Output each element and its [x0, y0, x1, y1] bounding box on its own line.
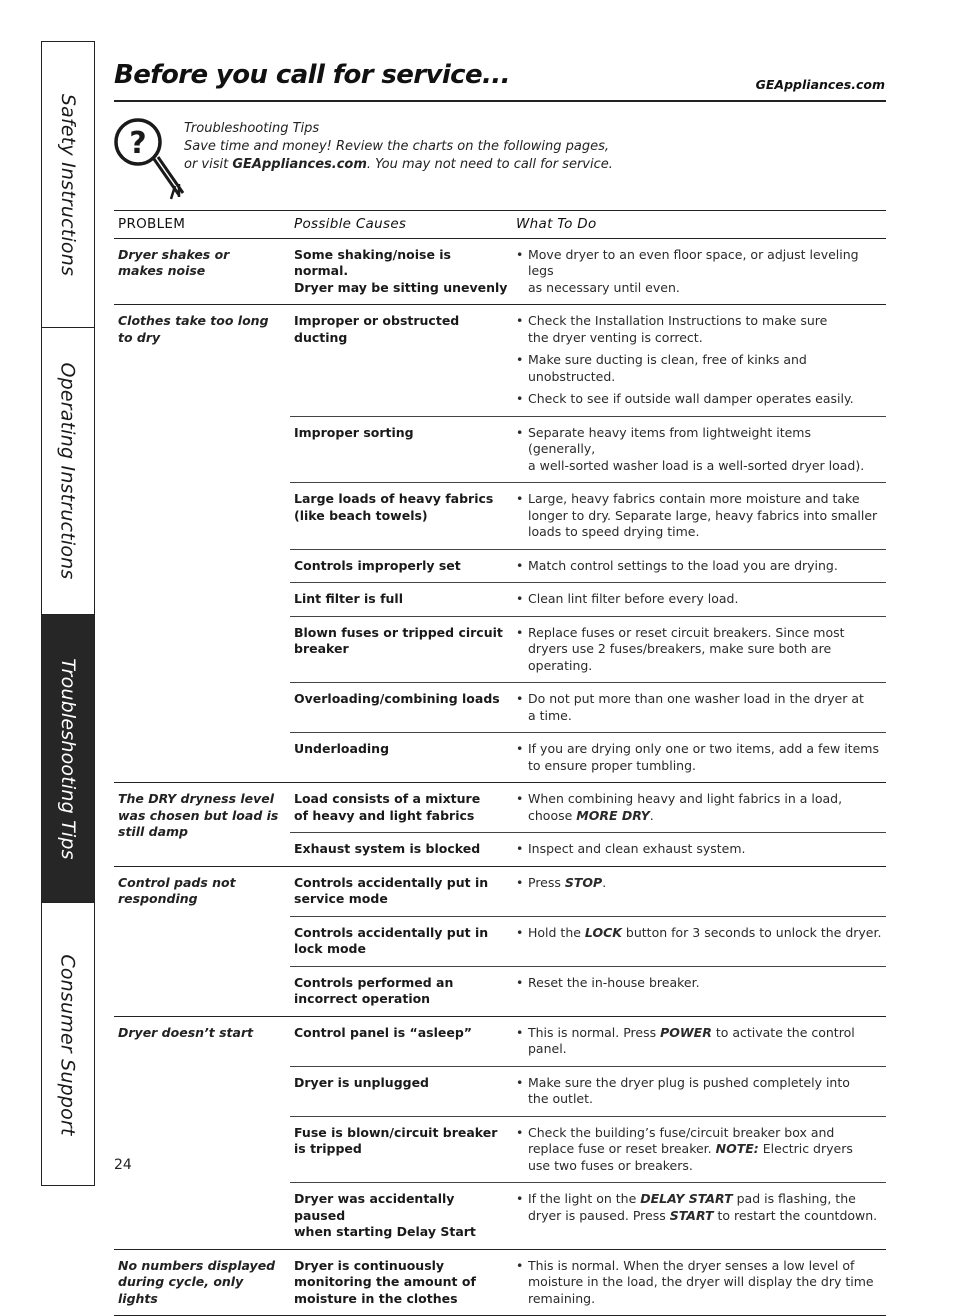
- bullet-icon: •: [516, 691, 524, 706]
- side-tab-consumer-support[interactable]: [42, 902, 94, 1187]
- todo-text: Make sure the dryer plug is pushed completely into the outlet.: [528, 1074, 850, 1106]
- side-tab-label: Consumer Support: [57, 954, 80, 1136]
- todo-cell: [512, 916, 886, 966]
- todo-bullet: [516, 691, 882, 724]
- side-tab-label: Operating Instructions: [57, 362, 79, 580]
- todo-bullet: [516, 591, 882, 608]
- header-divider: [114, 100, 886, 102]
- side-tab-label: Safety Instructions: [57, 93, 79, 276]
- cause-text: Overloading/combining loads: [294, 691, 500, 706]
- bullet-icon: •: [516, 1257, 524, 1273]
- site-link-inline[interactable]: GEAppliances.com: [232, 157, 367, 172]
- cause-text: Dryer was accidentally paused: [294, 1191, 455, 1223]
- todo-text: When combining heavy and light fabrics in a load, choose MORE DRY.: [528, 791, 843, 823]
- todo-bullet: [516, 313, 882, 346]
- cause-cell: [290, 866, 512, 916]
- cause-text: Improper sorting: [294, 424, 414, 440]
- todo-cell: [512, 583, 886, 617]
- todo-text: Check to see if outside wall damper operates easily.: [528, 391, 854, 406]
- cause-text: Dryer is continuously: [294, 1257, 445, 1273]
- problem-text: Dryer doesn’t start: [118, 1024, 254, 1040]
- todo-cell: [512, 549, 886, 583]
- cause-text: (like beach towels): [294, 507, 428, 523]
- todo-bullet: [516, 391, 882, 408]
- todo-cell: [512, 1183, 886, 1250]
- bullet-icon: •: [516, 424, 524, 440]
- cause-text: incorrect operation: [294, 991, 431, 1006]
- todo-cell: [512, 683, 886, 733]
- todo-bullet: [516, 491, 882, 541]
- cause-cell: [290, 616, 512, 683]
- todo-text: Large, heavy fabrics contain more moisture and take longer to dry. Separate large, heavy fabrics into smaller loads to speed drying time.: [528, 491, 878, 539]
- troubleshooting-table: [114, 210, 886, 1316]
- cause-cell: [290, 238, 512, 305]
- todo-cell: [512, 305, 886, 417]
- problem-cell: [114, 1016, 290, 1249]
- cause-text: Some shaking/noise is normal.: [294, 246, 451, 278]
- todo-cell: [512, 866, 886, 916]
- table-row: [114, 866, 886, 916]
- todo-cell: [512, 1066, 886, 1116]
- table-row: [114, 783, 886, 833]
- cause-cell: [290, 916, 512, 966]
- bullet-icon: •: [516, 791, 524, 806]
- cause-text: moisture in the clothes: [294, 1290, 458, 1306]
- todo-bullet: [516, 1125, 882, 1175]
- todo-cell: [512, 783, 886, 833]
- cause-text: Load consists of a mixture: [294, 791, 481, 806]
- bullet-icon: •: [516, 352, 524, 367]
- cause-text: lock mode: [294, 941, 366, 956]
- cause-text: Underloading: [294, 741, 390, 756]
- bullet-icon: •: [516, 1124, 524, 1140]
- todo-cell: [512, 833, 886, 867]
- todo-text: Check the Installation Instructions to make sure the dryer venting is correct.: [528, 313, 828, 345]
- todo-text: If you are drying only one or two items, add a few items to ensure proper tumbling.: [528, 741, 879, 773]
- cause-text: of heavy and light fabrics: [294, 807, 475, 823]
- todo-text: This is normal. When the dryer senses a low level of moisture in the load, the dryer will display the dry time remaining.: [528, 1257, 874, 1306]
- intro-line: Save time and money! Review the charts on the following pages,: [184, 139, 610, 154]
- todo-text: Hold the LOCK button for 3 seconds to unlock the dryer.: [528, 924, 882, 940]
- todo-bullet: [516, 1258, 882, 1308]
- cause-cell: [290, 966, 512, 1016]
- intro-text: [184, 120, 784, 174]
- cause-text: Control panel is “asleep”: [294, 1024, 472, 1040]
- cause-text: Large loads of heavy fabrics: [294, 491, 494, 506]
- cause-cell: [290, 305, 512, 417]
- side-tab-troubleshooting-tips[interactable]: [42, 614, 94, 902]
- todo-bullet: [516, 247, 882, 297]
- bullet-icon: •: [516, 624, 524, 640]
- cause-text: Controls improperly set: [294, 557, 461, 573]
- svg-text:?: ?: [129, 126, 147, 161]
- cause-text: Controls accidentally put in: [294, 924, 489, 940]
- cause-cell: [290, 549, 512, 583]
- cause-cell: [290, 416, 512, 483]
- todo-cell: [512, 616, 886, 683]
- cause-text: when starting Delay Start: [294, 1224, 476, 1239]
- bullet-icon: •: [516, 313, 524, 328]
- bullet-icon: •: [516, 391, 524, 406]
- cause-text: Improper or obstructed ducting: [294, 313, 460, 345]
- todo-bullet: [516, 925, 882, 942]
- cause-cell: [290, 833, 512, 867]
- cause-text: Exhaust system is blocked: [294, 841, 481, 856]
- todo-bullet: [516, 1025, 882, 1058]
- todo-text: Reset the in-house breaker.: [528, 974, 700, 990]
- cause-text: Dryer may be sitting unevenly: [294, 279, 508, 295]
- page-number: 24: [114, 1157, 132, 1173]
- column-header-causes: Possible Causes: [290, 211, 512, 239]
- todo-bullet: [516, 875, 882, 892]
- cause-cell: [290, 733, 512, 783]
- bullet-icon: •: [516, 924, 524, 940]
- cause-cell: [290, 783, 512, 833]
- cause-text: Controls performed an: [294, 974, 454, 990]
- problem-text: during cycle, only lights: [118, 1274, 244, 1306]
- column-header-problem: PROBLEM: [114, 211, 290, 239]
- problem-text: Clothes take too long: [118, 313, 269, 328]
- cause-cell: [290, 1066, 512, 1116]
- todo-text: Check the building’s fuse/circuit breaker box and replace fuse or reset breaker. NOTE: Electric dryers use two fuses or breakers.: [528, 1124, 853, 1173]
- intro-line: [184, 156, 784, 174]
- bullet-icon: •: [516, 874, 524, 890]
- todo-cell: [512, 416, 886, 483]
- bullet-icon: •: [516, 1191, 524, 1206]
- todo-text: Match control settings to the load you are drying.: [528, 557, 838, 573]
- problem-cell: [114, 305, 290, 783]
- bullet-icon: •: [516, 591, 524, 606]
- page-title: Before you call for service...: [114, 60, 510, 90]
- table-body: [114, 238, 886, 1316]
- todo-cell: [512, 238, 886, 305]
- bullet-icon: •: [516, 974, 524, 990]
- todo-text: Move dryer to an even floor space, or adjust leveling legs as necessary until even.: [528, 246, 859, 295]
- todo-bullet: [516, 352, 882, 385]
- todo-bullet: [516, 841, 882, 858]
- intro-text-part: . You may not need to call for service.: [366, 157, 613, 172]
- problem-text: The DRY dryness level: [118, 791, 275, 806]
- cause-text: breaker: [294, 641, 349, 656]
- cause-text: is tripped: [294, 1141, 362, 1156]
- todo-cell: [512, 966, 886, 1016]
- bullet-icon: •: [516, 557, 524, 573]
- column-header-todo: What To Do: [512, 211, 886, 239]
- table-header-row: [114, 211, 886, 239]
- intro-heading: Troubleshooting Tips: [184, 121, 320, 136]
- problem-text: responding: [118, 891, 198, 906]
- side-tab-operating-instructions[interactable]: [42, 327, 94, 614]
- bullet-icon: •: [516, 841, 524, 856]
- table-row: [114, 1249, 886, 1316]
- table-row: [114, 1016, 886, 1066]
- todo-text: Do not put more than one washer load in the dryer at a time.: [528, 691, 864, 723]
- todo-bullet: [516, 1075, 882, 1108]
- todo-text: Separate heavy items from lightweight items (generally, a well-sorted washer load is a well-sorted dryer load).: [528, 424, 865, 473]
- section-tabs: [41, 41, 95, 1186]
- todo-text: This is normal. Press POWER to activate the control panel.: [528, 1024, 855, 1056]
- cause-cell: [290, 683, 512, 733]
- todo-bullet: [516, 1191, 882, 1224]
- bullet-icon: •: [516, 246, 524, 262]
- problem-cell: [114, 1249, 290, 1316]
- problem-cell: [114, 866, 290, 1016]
- problem-cell: [114, 238, 290, 305]
- cause-cell: [290, 1249, 512, 1316]
- table-row: [114, 305, 886, 417]
- cause-cell: [290, 483, 512, 550]
- side-tab-label: Troubleshooting Tips: [57, 657, 80, 860]
- cause-text: Fuse is blown/circuit breaker: [294, 1124, 498, 1140]
- cause-text: monitoring the amount of: [294, 1274, 476, 1289]
- problem-text: Dryer shakes or: [118, 246, 230, 262]
- todo-bullet: [516, 558, 882, 575]
- intro-text-part: or visit: [184, 157, 233, 172]
- todo-cell: [512, 1016, 886, 1066]
- todo-text: If the light on the DELAY START pad is flashing, the dryer is paused. Press START to restart the countdown.: [528, 1191, 878, 1223]
- question-magnifier-icon: [113, 113, 187, 203]
- todo-bullet: [516, 425, 882, 475]
- problem-cell: [114, 783, 290, 867]
- todo-text: Inspect and clean exhaust system.: [528, 841, 746, 856]
- todo-cell: [512, 483, 886, 550]
- bullet-icon: •: [516, 1074, 524, 1090]
- todo-cell: [512, 1116, 886, 1183]
- site-link[interactable]: GEAppliances.com: [755, 77, 885, 92]
- problem-text: Control pads not: [118, 874, 236, 890]
- cause-cell: [290, 1183, 512, 1250]
- cause-text: Controls accidentally put in: [294, 874, 489, 890]
- todo-bullet: [516, 625, 882, 675]
- todo-text: Press STOP.: [528, 874, 607, 890]
- todo-text: Make sure ducting is clean, free of kinks and unobstructed.: [528, 352, 807, 384]
- todo-text: Clean lint filter before every load.: [528, 591, 739, 606]
- todo-bullet: [516, 975, 882, 992]
- problem-text: to dry: [118, 329, 161, 345]
- bullet-icon: •: [516, 741, 524, 756]
- todo-text: Replace fuses or reset circuit breakers. Since most dryers use 2 fuses/breakers, make sure both are operating.: [528, 624, 845, 673]
- cause-text: service mode: [294, 891, 388, 906]
- bullet-icon: •: [516, 1024, 524, 1040]
- problem-text: still damp: [118, 824, 188, 839]
- cause-cell: [290, 583, 512, 617]
- cause-text: Dryer is unplugged: [294, 1074, 430, 1090]
- todo-bullet: [516, 791, 882, 824]
- cause-text: Lint filter is full: [294, 591, 403, 606]
- todo-cell: [512, 1249, 886, 1316]
- problem-text: was chosen but load is: [118, 807, 279, 823]
- cause-text: Blown fuses or tripped circuit: [294, 624, 503, 640]
- problem-text: No numbers displayed: [118, 1257, 276, 1273]
- bullet-icon: •: [516, 491, 524, 506]
- side-tab-safety-instructions[interactable]: [42, 42, 94, 327]
- todo-cell: [512, 733, 886, 783]
- cause-cell: [290, 1116, 512, 1183]
- cause-cell: [290, 1016, 512, 1066]
- todo-bullet: [516, 741, 882, 774]
- problem-text: makes noise: [118, 263, 206, 278]
- table-row: [114, 238, 886, 305]
